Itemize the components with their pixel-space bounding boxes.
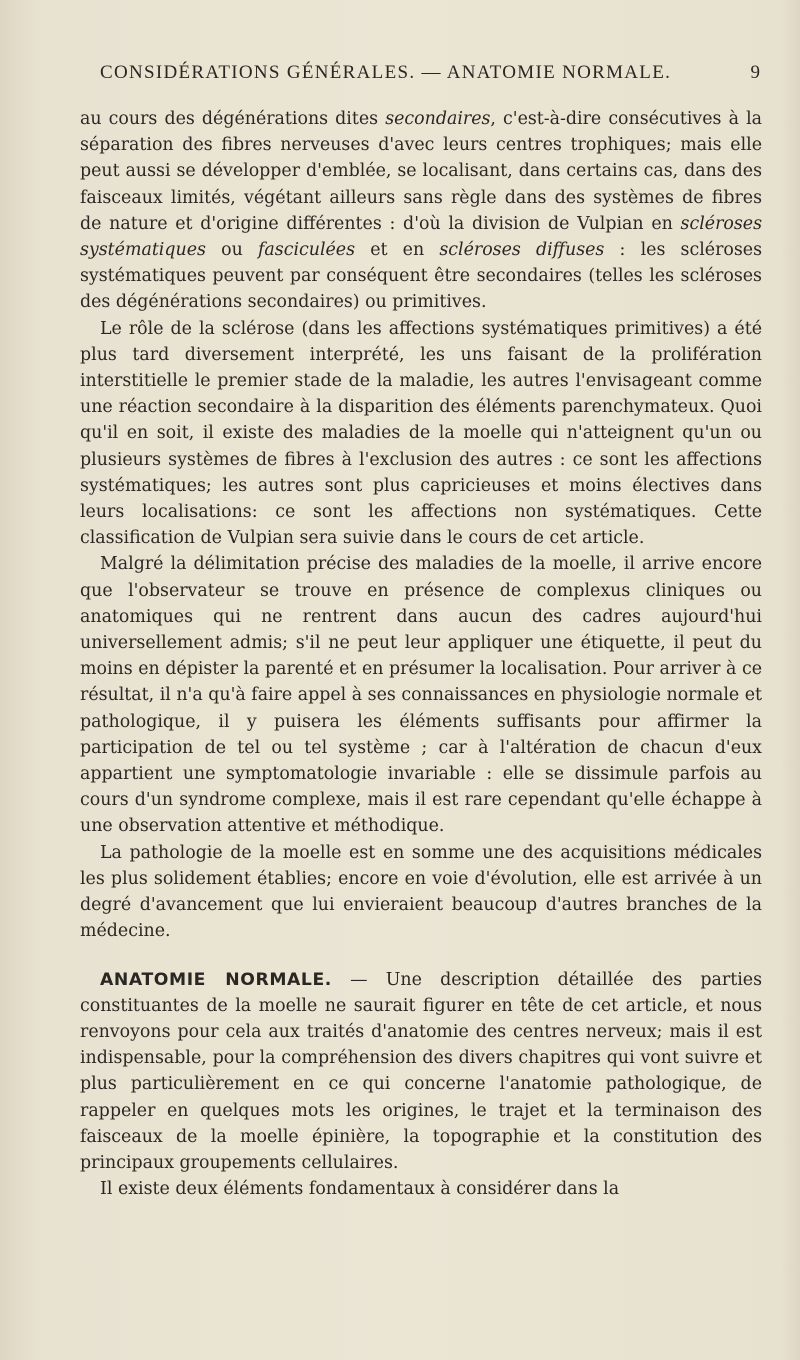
p1-italic-secondaires: secondaires — [385, 109, 491, 129]
p1-text-i: : les scléroses systématiques peuvent par conséquent être secondaires (telles les scléroses des dégénérations secondaires) ou primitives. — [80, 240, 763, 313]
p1-text-c: , c'est-à-dire consécutives à la séparation des fibres nerveuses d'avec leurs centres trophiques; mais elle peut aussi se développer d'emblée, se localisant, dans certains cas, dans des faisceaux limités, végétant ailleurs sans règle dans des systèmes de fibres de nature et d'origine différentes : d'où la division de Vulpian en — [80, 109, 762, 234]
paragraph-6: Il existe deux éléments fondamentaux à considérer dans la — [100, 1179, 620, 1200]
paragraph-1 — [80, 106, 762, 316]
p1-text-g: et en — [355, 240, 440, 261]
text-body — [80, 106, 762, 1202]
paragraph-4: La pathologie de la moelle est en somme une des acquisitions médicales les plus solidement établies; encore en voie d'évolution, elle est arrivée à un degré d'avancement que lui envieraient beaucoup d'autres branches de la médecine. — [80, 842, 762, 942]
paragraph-5 — [80, 967, 762, 1177]
p1-text-e: ou — [205, 240, 258, 261]
running-title: CONSIDÉRATIONS GÉNÉRALES. — ANATOMIE NORMALE. — [100, 62, 672, 83]
p1-italic-scleroses-systematiques: scléroses systématiques — [80, 213, 762, 261]
p1-italic-fasciculees: fasciculées — [257, 240, 356, 261]
section-text: — Une description détaillée des parties constituantes de la moelle ne saurait figurer en tête de cet article, et nous renvoyons pour cela aux traités d'anatomie des centres nerveux; mais il est indispensable, pour la compréhension des divers chapitres qui vont suivre et plus particulièrement en ce qui concerne l'anatomie pathologique, de rappeler en quelques mots les origines, le trajet et la terminaison des faisceaux de la moelle épinière, la topographie et la constitution des principaux groupements cellulaires. — [80, 969, 762, 1173]
running-header — [100, 62, 760, 84]
p1-text-a: au cours des dégénérations dites — [80, 109, 386, 129]
paragraph-2: Le rôle de la sclérose (dans les affections systématiques primitives) a été plus tard diversement interprété, les uns faisant de la prolifération interstitielle le premier stade de la maladie, les autres l'envisageant comme une réaction secondaire à la disparition des éléments parenchymateux. Quoi qu'il en soit, il existe des maladies de la moelle qui n'atteignent qu'un ou plusieurs systèmes de fibres à l'exclusion des autres : ce sont les affections systématiques; les autres sont plus capricieuses et moins électives dans leurs localisations: ce sont les affections non systématiques. Cette classification de Vulpian sera suivie dans le cours de cet article. — [80, 318, 762, 549]
p1-italic-scleroses-diffuses: scléroses diffuses — [439, 240, 605, 261]
section-heading: ANATOMIE NORMALE. — [100, 969, 332, 990]
paragraph-3: Malgré la délimitation précise des maladies de la moelle, il arrive encore que l'observateur se trouve en présence de complexus cliniques ou anatomiques qui ne rentrent dans aucun des cadres aujourd'hui universellement admis; s'il ne peut leur appliquer une étiquette, il peut du moins en dépister la parenté et en présumer la localisation. Pour arriver à ce résultat, il n'a qu'à faire appel à ses connaissances en physiologie normale et pathologique, il y puisera les éléments suffisants pour affirmer la participation de tel ou tel système ; car à l'altération de chacun d'eux appartient une symptomatologie invariable : elle se dissimule parfois au cours d'un syndrome complexe, mais il est rare cependant qu'elle échappe à une observation attentive et méthodique. — [80, 554, 762, 837]
page-number: 9 — [750, 62, 760, 83]
